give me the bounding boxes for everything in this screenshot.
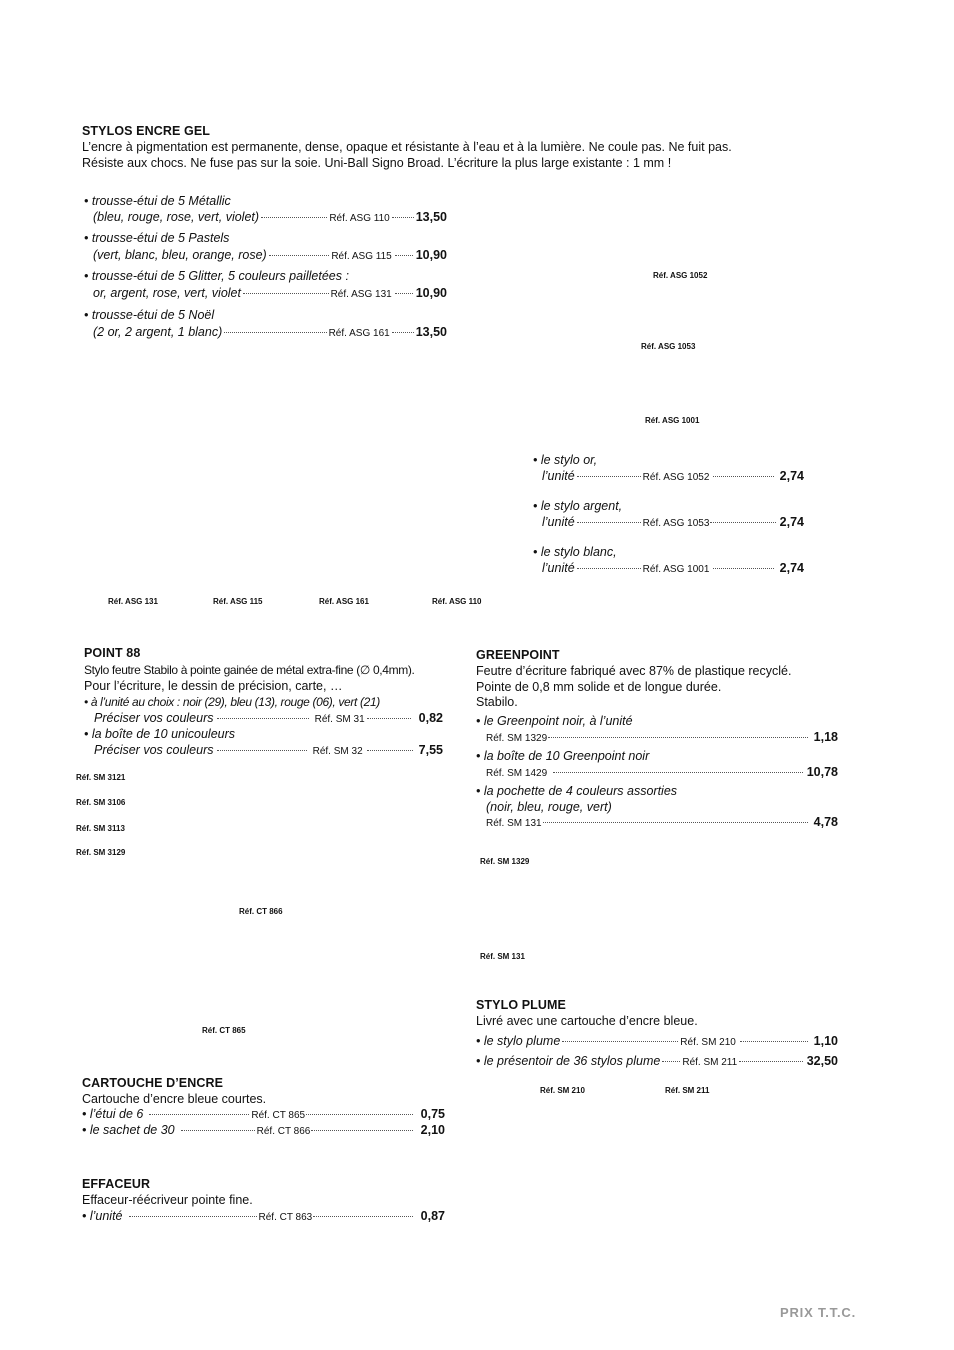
gel-item-4-row (93, 324, 447, 342)
section-title-effaceur: EFFACEUR (82, 1177, 151, 1191)
plume-item-1-ref: Réf. SM 210 (680, 1037, 736, 1048)
point88-item-1-price: 0,82 (418, 711, 443, 725)
cartouche-item-1-ref: Réf. CT 865 (251, 1110, 306, 1121)
gel-item-4-colors: (2 or, 2 argent, 1 blanc) (93, 325, 223, 339)
gel-item-4-price: 13,50 (415, 325, 447, 339)
plume-item-1-row (476, 1033, 838, 1051)
greenpoint-desc-line2: Pointe de 0,8 mm solide et de longue durée. (476, 680, 722, 694)
cartouche-item-2-ref: Réf. CT 866 (256, 1126, 311, 1137)
effaceur-desc: Effaceur-réécriveur pointe fine. (82, 1193, 253, 1207)
gel-item-1-title: • trousse-étui de 5 Métallic (84, 194, 231, 208)
single-1-title: • le stylo or, (533, 453, 598, 467)
gel-item-1-price: 13,50 (415, 210, 447, 224)
cartouche-item-1-label: • l’étui de 6 (82, 1107, 144, 1121)
single-3-price: 2,74 (779, 561, 804, 575)
cartouche-item-2-row (82, 1122, 445, 1140)
image-label-asg-115: Réf. ASG 115 (213, 597, 263, 606)
greenpoint-item-3-ref: Réf. SM 131 (486, 818, 542, 829)
greenpoint-item-2-price: 10,78 (806, 765, 838, 779)
cartouche-item-2-label: • le sachet de 30 (82, 1123, 175, 1137)
single-2-row (542, 514, 804, 532)
image-label-asg-1053: Réf. ASG 1053 (641, 342, 696, 351)
point88-desc-line1: Stylo feutre Stabilo à pointe gainée de métal extra-fine (∅ 0,4mm). (84, 663, 415, 677)
greenpoint-item-1-ref: Réf. SM 1329 (486, 733, 548, 744)
effaceur-item-1-label: • l’unité (82, 1209, 123, 1223)
single-3-ref: Réf. ASG 1001 (642, 564, 710, 575)
single-1-ref: Réf. ASG 1052 (642, 472, 710, 483)
single-2-unit: l’unité (542, 515, 575, 529)
image-label-asg-131: Réf. ASG 131 (108, 597, 158, 606)
greenpoint-item-3-colors: (noir, bleu, rouge, vert) (486, 800, 612, 814)
single-3-title: • le stylo blanc, (533, 545, 617, 559)
gel-item-2-price: 10,90 (415, 248, 447, 262)
single-3-unit: l’unité (542, 561, 575, 575)
section-title-greenpoint: GREENPOINT (476, 648, 560, 662)
point88-item-1-note: Préciser vos couleurs (94, 711, 214, 725)
point88-item-1-ref: Réf. SM 31 (314, 714, 365, 725)
image-label-sm-211: Réf. SM 211 (665, 1086, 710, 1095)
single-3-row (542, 560, 804, 578)
gel-item-3-row (93, 285, 447, 303)
gel-item-4-ref: Réf. ASG 161 (328, 328, 390, 339)
gel-item-3-price: 10,90 (415, 286, 447, 300)
single-2-ref: Réf. ASG 1053 (642, 518, 710, 529)
greenpoint-item-1-title: • le Greenpoint noir, à l’unité (476, 714, 633, 728)
point88-item-1-title: • à l’unité au choix : noir (29), bleu (13), rouge (06), vert (21) (84, 695, 380, 709)
image-label-sm-210: Réf. SM 210 (540, 1086, 585, 1095)
gel-item-3-colors: or, argent, rose, vert, violet (93, 286, 241, 300)
plume-item-2-ref: Réf. SM 211 (682, 1057, 738, 1068)
gel-item-2-ref: Réf. ASG 115 (331, 251, 392, 262)
gel-item-2-row (93, 247, 447, 265)
greenpoint-item-2-title: • la boîte de 10 Greenpoint noir (476, 749, 650, 763)
greenpoint-item-2-row (486, 764, 838, 782)
plume-item-2-row (476, 1053, 838, 1071)
greenpoint-item-1-price: 1,18 (813, 730, 838, 744)
footer-price-note: PRIX T.T.C. (780, 1305, 856, 1320)
single-2-price: 2,74 (779, 515, 804, 529)
cartouche-item-1-price: 0,75 (420, 1107, 445, 1121)
point88-item-2-ref: Réf. SM 32 (312, 746, 363, 757)
gel-item-1-colors: (bleu, rouge, rose, vert, violet) (93, 210, 260, 224)
gel-intro-line2: Résiste aux chocs. Ne fuse pas sur la soie. Uni-Ball Signo Broad. L’écriture la plus large existante : 1 mm ! (82, 156, 672, 170)
single-1-unit: l’unité (542, 469, 575, 483)
section-title-gel: STYLOS ENCRE GEL (82, 124, 211, 138)
greenpoint-item-2-ref: Réf. SM 1429 (486, 768, 548, 779)
plume-desc: Livré avec une cartouche d’encre bleue. (476, 1014, 698, 1028)
gel-item-3-ref: Réf. ASG 131 (330, 289, 392, 300)
point88-item-2-title: • la boîte de 10 unicouleurs (84, 727, 236, 741)
image-label-sm-3113: Réf. SM 3113 (76, 824, 125, 833)
single-1-price: 2,74 (779, 469, 804, 483)
gel-item-3-title: • trousse-étui de 5 Glitter, 5 couleurs pailletées : (84, 269, 349, 283)
single-1-row (542, 468, 804, 486)
point88-desc-line2: Pour l’écriture, le dessin de précision, carte, … (84, 679, 343, 693)
section-title-cartouche: CARTOUCHE D’ENCRE (82, 1076, 224, 1090)
cartouche-desc: Cartouche d’encre bleue courtes. (82, 1092, 267, 1106)
greenpoint-item-1-row (486, 729, 838, 747)
plume-item-2-label: • le présentoir de 36 stylos plume (476, 1054, 661, 1068)
image-label-sm-3121: Réf. SM 3121 (76, 773, 126, 782)
greenpoint-item-3-price: 4,78 (813, 815, 838, 829)
effaceur-item-1-row (82, 1208, 445, 1226)
gel-intro-line1: L’encre à pigmentation est permanente, dense, opaque et résistante à l’eau et à la lumière. Ne coule pas. Ne fuit pas. (82, 140, 732, 154)
gel-item-2-title: • trousse-étui de 5 Pastels (84, 231, 230, 245)
greenpoint-item-3-title: • la pochette de 4 couleurs assorties (476, 784, 678, 798)
image-label-sm-3129: Réf. SM 3129 (76, 848, 126, 857)
gel-item-1-row (93, 209, 447, 227)
point88-item-2-note: Préciser vos couleurs (94, 743, 214, 757)
image-label-asg-1001: Réf. ASG 1001 (645, 416, 700, 425)
single-2-title: • le stylo argent, (533, 499, 623, 513)
gel-item-2-colors: (vert, blanc, bleu, orange, rose) (93, 248, 267, 262)
effaceur-item-1-price: 0,87 (420, 1209, 445, 1223)
section-title-plume: STYLO PLUME (476, 998, 566, 1012)
image-label-sm-1329: Réf. SM 1329 (480, 857, 530, 866)
section-title-point88: POINT 88 (84, 646, 141, 660)
plume-item-1-label: • le stylo plume (476, 1034, 561, 1048)
point88-item-2-price: 7,55 (418, 743, 443, 757)
gel-item-1-ref: Réf. ASG 110 (329, 213, 390, 224)
cartouche-item-2-price: 2,10 (420, 1123, 445, 1137)
greenpoint-desc-line1: Feutre d’écriture fabriqué avec 87% de plastique recyclé. (476, 664, 792, 678)
effaceur-item-1-ref: Réf. CT 863 (258, 1212, 313, 1223)
image-label-asg-1052: Réf. ASG 1052 (653, 271, 708, 280)
image-label-ct-865: Réf. CT 865 (202, 1026, 246, 1035)
image-label-sm-3106: Réf. SM 3106 (76, 798, 126, 807)
image-label-asg-110: Réf. ASG 110 (432, 597, 482, 606)
image-label-ct-866: Réf. CT 866 (239, 907, 283, 916)
gel-item-4-title: • trousse-étui de 5 Noël (84, 308, 215, 322)
greenpoint-desc-line3: Stabilo. (476, 695, 518, 709)
image-label-sm-131: Réf. SM 131 (480, 952, 525, 961)
plume-item-2-price: 32,50 (806, 1054, 838, 1068)
plume-item-1-price: 1,10 (813, 1034, 838, 1048)
image-label-asg-161: Réf. ASG 161 (319, 597, 369, 606)
point88-item-2-row (94, 742, 443, 760)
greenpoint-item-3-row (486, 814, 838, 832)
